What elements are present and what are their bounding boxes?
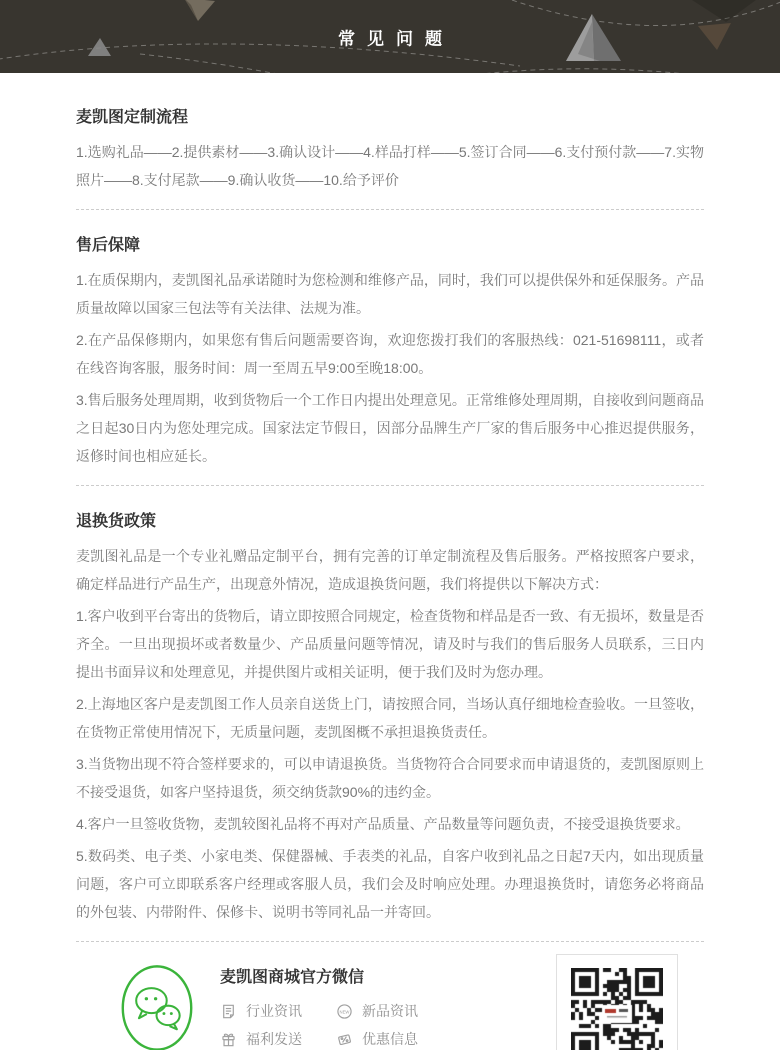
wechat-info <box>220 962 418 1049</box>
policy-paragraph: 麦凯图礼品是一个专业礼赠品定制平台，拥有完善的订单定制流程及售后服务。严格按照客户要求，确定样品进行产品生产，出现意外情况，造成退换货问题，我们将提供以下解决方式： <box>76 548 704 592</box>
feature-label: 优惠信息 <box>362 1031 418 1047</box>
policy-paragraph: 2.在产品保修期内，如果您有售后问题需要咨询，欢迎您拨打我们的客服热线：021-51698111，或者在线咨询客服，服务时间：周一至周五早9:00至晚18:00。 <box>76 332 704 376</box>
policy-paragraph: 3.售后服务处理周期，收到货物后一个工作日内提出处理意见。正常维修处理周期，自接收到问题商品之日起30日内为您处理完成。国家法定节假日，因部分品牌生产厂家的售后服务中心推迟提供服务，返修时间也相应延长。 <box>76 392 704 464</box>
document-icon <box>220 1003 237 1020</box>
wechat-feature-grid <box>220 1001 418 1049</box>
section-title: 售后保障 <box>76 237 141 254</box>
section-title: 退换货政策 <box>76 513 157 530</box>
wechat-footer <box>76 942 704 1050</box>
section-after-sales <box>76 235 704 470</box>
new-badge-icon <box>336 1003 353 1020</box>
qr-code-image <box>571 968 663 1050</box>
wechat-feature-item <box>220 1029 302 1049</box>
wechat-feature-item <box>336 1001 418 1021</box>
dashed-divider <box>76 209 704 210</box>
wechat-feature-item <box>336 1029 418 1049</box>
section-title: 麦凯图定制流程 <box>76 109 189 126</box>
feature-label: 行业资讯 <box>246 1003 302 1019</box>
section-return-policy <box>76 511 704 926</box>
policy-paragraph: 3.当货物出现不符合签样要求的，可以申请退换货。当货物符合合同要求而申请退货的，麦凯图原则上不接受退货，如客户坚持退货，须交纳货款90%的违约金。 <box>76 756 704 800</box>
wechat-feature-item <box>220 1001 302 1021</box>
policy-paragraph: 1.在质保期内，麦凯图礼品承诺随时为您检测和维修产品，同时，我们可以提供保外和延保服务。产品质量故障以国家三包法等有关法律、法规为准。 <box>76 272 704 316</box>
wechat-account-title: 麦凯图商城官方微信 <box>220 969 365 986</box>
wechat-logo-icon <box>120 962 194 1050</box>
process-steps: 1.选购礼品——2.提供素材——3.确认设计——4.样品打样——5.签订合同——6.支付预付款——7.实物照片——8.支付尾款——9.确认收货——10.给予评价 <box>76 144 704 188</box>
content-area <box>0 73 780 1050</box>
page-header <box>0 0 780 73</box>
policy-paragraph: 2.上海地区客户是麦凯图工作人员亲自送货上门，请按照合同，当场认真仔细地检查验收。一旦签收，在货物正常使用情况下，无质量问题，麦凯图概不承担退换货责任。 <box>76 696 704 740</box>
feature-label: 新品资讯 <box>362 1003 418 1019</box>
dashed-divider <box>76 485 704 486</box>
coupon-icon <box>336 1031 353 1048</box>
qr-code <box>556 954 678 1050</box>
section-custom-process <box>76 107 704 194</box>
feature-label: 福利发送 <box>246 1031 302 1047</box>
policy-paragraph: 4.客户一旦签收货物，麦凯较图礼品将不再对产品质量、产品数量等问题负责，不接受退换货要求。 <box>76 816 690 832</box>
policy-paragraph: 1.客户收到平台寄出的货物后，请立即按照合同规定，检查货物和样品是否一致、有无损坏，数量是否齐全。一旦出现损坏或者数量少、产品质量问题等情况，请及时与我们的售后服务人员联系，三日内提出书面异议和处理意见，并提供图片或相关证明，便于我们及时为您办理。 <box>76 608 704 680</box>
gift-icon <box>220 1031 237 1048</box>
policy-paragraph: 5.数码类、电子类、小家电类、保健器械、手表类的礼品，自客户收到礼品之日起7天内，如出现质量问题，客户可立即联系客户经理或客服人员，我们会及时响应处理。办理退换货时，请您务必将商品的外包装、内带附件、保修卡、说明书等同礼品一并寄回。 <box>76 848 704 920</box>
page-title: 常见问题 <box>338 29 454 48</box>
svg-text:NEW: NEW <box>339 1008 350 1014</box>
